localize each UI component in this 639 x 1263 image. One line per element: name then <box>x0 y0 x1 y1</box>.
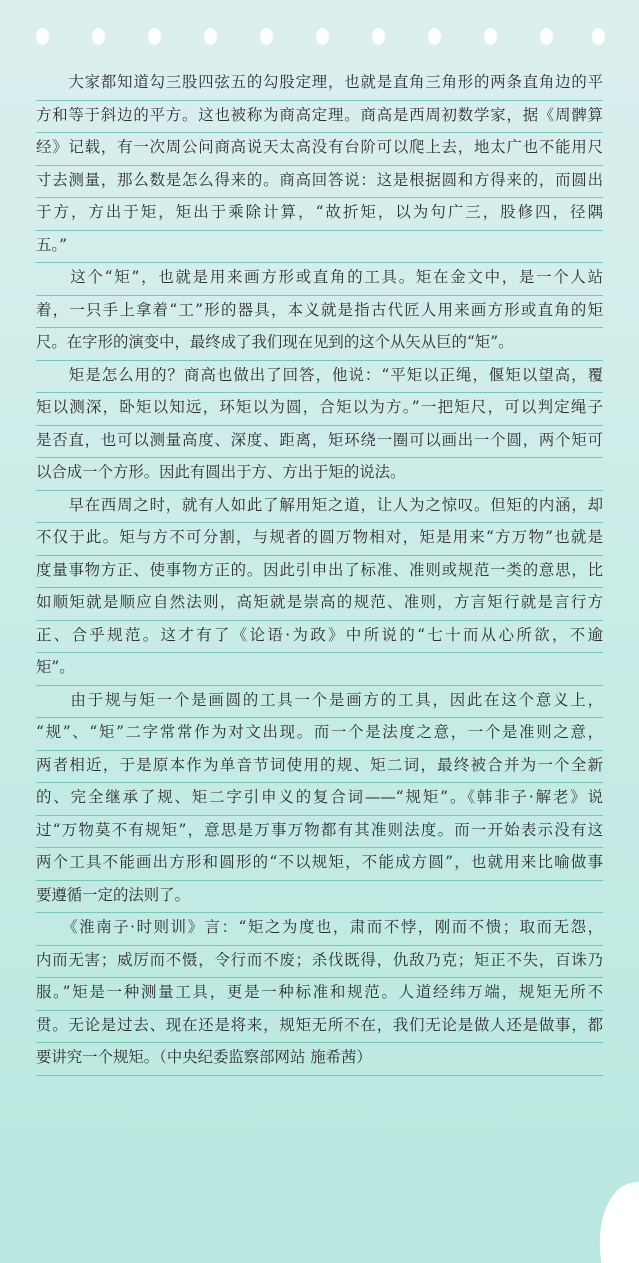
text-line: 经》记载，有一次周公问商高说天太高没有台阶可以爬上去，地太广也不能用尺 <box>36 133 603 166</box>
paragraph <box>36 361 603 491</box>
paragraph <box>36 913 603 1076</box>
binder-holes <box>0 28 639 46</box>
text-line: 矩是怎么用的？商高也做出了回答，他说：“平矩以正绳，偃矩以望高，覆 <box>36 361 603 394</box>
binder-hole <box>204 28 217 45</box>
binder-hole <box>372 28 385 45</box>
text-line: 早在西周之时，就有人如此了解用矩之道，让人为之惊叹。但矩的内涵，却 <box>36 491 603 524</box>
text-line: 度量事物方正、使事物方正的。因此引申出了标准、准则或规范一类的意思，比 <box>36 556 603 589</box>
binder-hole <box>260 28 273 45</box>
text-line: 以合成一个方形。因此有圆出于方、方出于矩的说法。 <box>36 458 603 491</box>
text-line: 于方，方出于矩，矩出于乘除计算，“故折矩，以为句广三，股修四，径隅 <box>36 198 603 231</box>
binder-hole <box>92 28 105 45</box>
text-line: 这个“矩”，也就是用来画方形或直角的工具。矩在金文中，是一个人站 <box>36 263 603 296</box>
binder-hole <box>592 28 605 45</box>
text-line: 两者相近，于是原本作为单音节词使用的规、矩二词，最终被合并为一个全新 <box>36 751 603 784</box>
text-line: 是否直，也可以测量高度、深度、距离，矩环绕一圈可以画出一个圆，两个矩可 <box>36 426 603 459</box>
text-line: 五。” <box>36 231 603 264</box>
text-line: 矩”。 <box>36 653 603 686</box>
text-line: 要遵循一定的法则了。 <box>36 881 603 914</box>
text-line: 两个工具不能画出方形和圆形的“不以规矩，不能成方圆”，也就用来比喻做事 <box>36 848 603 881</box>
text-line: 如顺矩就是顺应自然法则，高矩就是崇高的规范、准则，方言矩行就是言行方 <box>36 588 603 621</box>
text-line: 寸去测量，那么数是怎么得来的。商高回答说：这是根据圆和方得来的，而圆出 <box>36 166 603 199</box>
paragraph <box>36 491 603 686</box>
text-line: 不仅于此。矩与方不可分割，与规者的圆万物相对，矩是用来“方万物”也就是 <box>36 523 603 556</box>
text-line: 要讲究一个规矩。（中央纪委监察部网站 施希茜） <box>36 1043 603 1076</box>
text-line: 的、完全继承了规、矩二字引申义的复合词——“规矩”。《韩非子·解老》说 <box>36 783 603 816</box>
binder-hole <box>36 28 49 45</box>
text-line: 《淮南子·时则训》言：“矩之为度也，肃而不悖，刚而不愦；取而无怨， <box>36 913 603 946</box>
text-line: 大家都知道勾三股四弦五的勾股定理，也就是直角三角形的两条直角边的平 <box>36 68 603 101</box>
binder-hole <box>148 28 161 45</box>
paragraph <box>36 686 603 914</box>
binder-hole <box>428 28 441 45</box>
text-line: “规”、“矩”二字常常作为对文出现。而一个是法度之意，一个是准则之意， <box>36 718 603 751</box>
text-line: 矩以测深，卧矩以知远，环矩以为圆，合矩以为方。”一把矩尺，可以判定绳子 <box>36 393 603 426</box>
binder-hole <box>540 28 553 45</box>
text-line: 贯。无论是过去、现在还是将来，规矩无所不在，我们无论是做人还是做事，都 <box>36 1011 603 1044</box>
text-line: 正、合乎规范。这才有了《论语·为政》中所说的“七十而从心所欲，不逾 <box>36 621 603 654</box>
page-curl <box>591 1179 639 1263</box>
paragraph <box>36 263 603 361</box>
article-body <box>36 68 603 1076</box>
text-line: 方和等于斜边的平方。这也被称为商高定理。商高是西周初数学家，据《周髀算 <box>36 101 603 134</box>
text-line: 过“万物莫不有规矩”，意思是万事万物都有其准则法度。而一开始表示没有这 <box>36 816 603 849</box>
paragraph <box>36 68 603 263</box>
text-line: 服。”矩是一种测量工具，更是一种标准和规范。人道经纬万端，规矩无所不 <box>36 978 603 1011</box>
text-line: 尺。在字形的演变中，最终成了我们现在见到的这个从矢从巨的“矩”。 <box>36 328 603 361</box>
binder-hole <box>484 28 497 45</box>
text-line: 由于规与矩一个是画圆的工具一个是画方的工具，因此在这个意义上， <box>36 686 603 719</box>
binder-hole <box>316 28 329 45</box>
text-line: 着，一只手上拿着“工”形的器具，本义就是指古代匠人用来画方形或直角的矩 <box>36 296 603 329</box>
text-line: 内而无害；威厉而不慑，令行而不废；杀伐既得，仇敌乃克；矩正不失，百诛乃 <box>36 946 603 979</box>
